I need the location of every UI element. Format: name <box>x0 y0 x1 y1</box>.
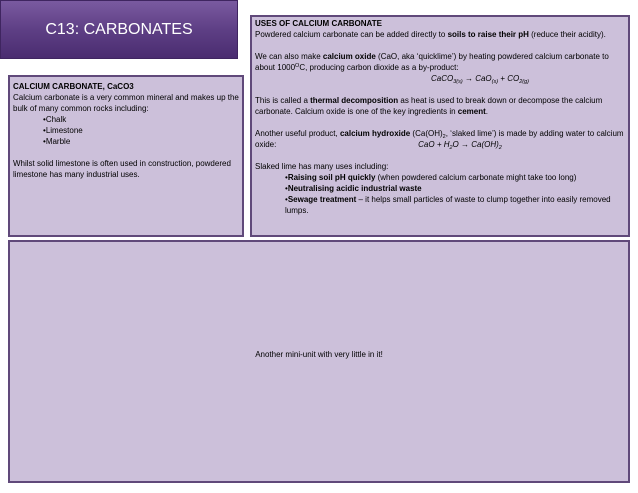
panel-heading: USES OF CALCIUM CARBONATE <box>255 19 382 28</box>
paragraph: We can also make calcium oxide (CaO, aka ‘quicklime’) by heating powdered calcium carbonate to about $1000^OC$, producing carbon dioxide as a by-product: <box>255 52 609 72</box>
list-item: • Raising soil pH quickly (when powdered calcium carbonate might take too long) <box>285 172 625 183</box>
paragraph: Another useful product, calcium hydroxide ($Ca(OH)_2$, ‘slaked lime’) is made by adding water to calcium oxide: <box>255 129 624 149</box>
uses-panel <box>250 15 630 237</box>
note-text: Another mini-unit with very little in it! <box>255 350 383 359</box>
list-item: • Limestone <box>43 125 239 136</box>
paragraph: Slaked lime has many uses including: <box>255 162 389 171</box>
list-item: • Marble <box>43 136 239 147</box>
intro-text: Calcium carbonate is a very common mineral and makes up the bulk of many common rocks including: <box>13 93 239 113</box>
calcium-carbonate-panel <box>8 75 244 237</box>
paragraph: This is called a thermal decomposition as heat is used to break down or decompose the calcium carbonate. Calcium oxide is one of the key ingredients in cement. <box>255 96 603 116</box>
equation-slaking: CaO + $H_2O \to Ca(OH)_2$ <box>418 140 502 151</box>
uses-list <box>255 172 625 216</box>
closing-text: Whilst solid limestone is often used in construction, powdered limestone has many industrial uses. <box>13 159 231 179</box>
notes-panel <box>8 240 630 483</box>
page-title: C13: CARBONATES <box>45 20 193 38</box>
panel-heading: CALCIUM CARBONATE, CaCO3 <box>13 82 134 91</box>
equation-decomposition: CaCO$_{3(s)}$ → $CaO_{(s)} + CO_{2(g)}$ <box>431 74 529 85</box>
paragraph: Powdered calcium carbonate can be added directly to soils to raise their pH (reduce their acidity). <box>255 30 606 39</box>
list-item: • Neutralising acidic industrial waste <box>285 183 625 194</box>
rock-list <box>13 114 239 147</box>
list-item: • Sewage treatment – it helps small particles of waste to clump together into easily removed lumps. <box>285 194 625 216</box>
list-item: • Chalk <box>43 114 239 125</box>
title-banner <box>0 0 238 59</box>
